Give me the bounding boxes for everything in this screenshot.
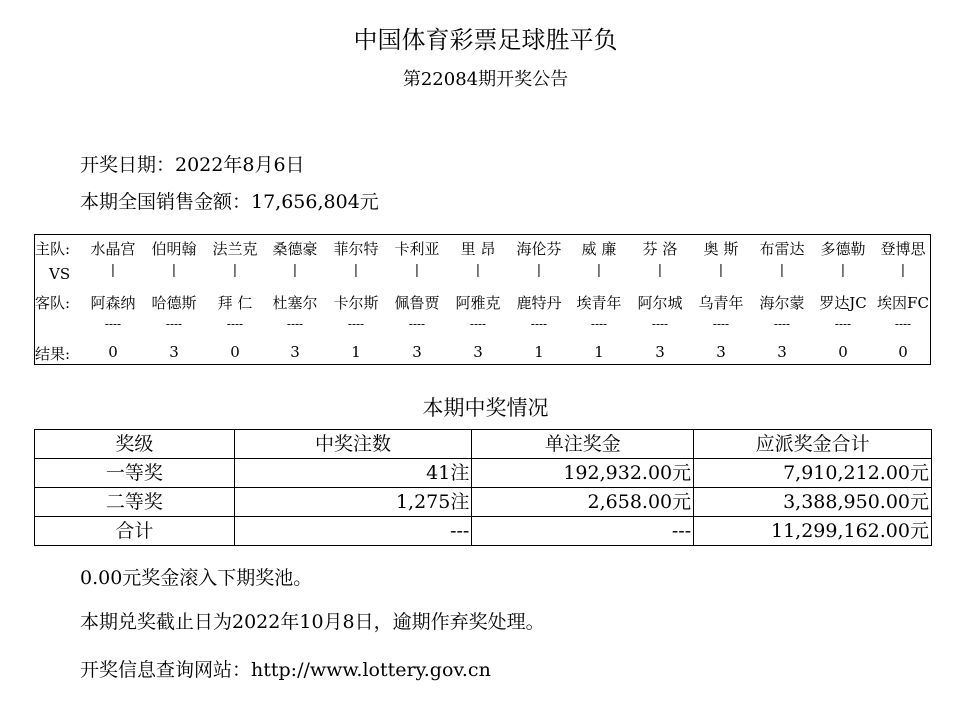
match-result: 3: [473, 343, 483, 361]
prize-total: 11,299,162.00元: [694, 517, 932, 546]
prize-unit: 192,932.00元: [472, 459, 694, 488]
away-team: 拜 仁: [217, 294, 253, 312]
away-team: 哈德斯: [151, 294, 197, 312]
header-level: 奖级: [35, 430, 235, 459]
prize-row-second: [35, 488, 932, 517]
header-count: 中奖注数: [234, 430, 472, 459]
website-note: 开奖信息查询网站：http://www.lottery.gov.cn: [80, 659, 491, 681]
prize-header-row: [35, 430, 932, 459]
match-result: 0: [108, 343, 118, 361]
vs-separator: |: [292, 263, 298, 278]
away-team: 佩鲁贾: [394, 294, 440, 312]
prize-level: 合计: [35, 517, 235, 546]
dash-separator: ----: [651, 317, 669, 331]
match-result: 0: [230, 343, 240, 361]
home-team: 奥 斯: [703, 240, 739, 258]
match-result: 1: [594, 343, 604, 361]
away-team: 阿尔城: [637, 294, 683, 312]
vs-separator: |: [110, 263, 116, 278]
prize-total: 3,388,950.00元: [694, 488, 932, 517]
vs-separator: |: [536, 263, 542, 278]
dash-separator: ----: [408, 317, 426, 331]
dash-separator: ----: [347, 317, 365, 331]
vs-separator: |: [171, 263, 177, 278]
match-result: 3: [655, 343, 665, 361]
prize-table: [34, 429, 932, 546]
vs-separator: |: [353, 263, 359, 278]
match-result: 3: [716, 343, 726, 361]
rollover-note: 0.00元奖金滚入下期奖池。: [80, 567, 313, 589]
match-table: [34, 234, 931, 365]
home-team: 菲尔特: [333, 240, 379, 258]
dash-separator: ----: [834, 317, 852, 331]
away-team: 埃因FC: [877, 294, 929, 312]
match-result: 3: [290, 343, 300, 361]
away-team: 杜塞尔: [272, 294, 318, 312]
dash-separator: ----: [226, 317, 244, 331]
sales-amount: 本期全国销售金额：17,656,804元: [80, 191, 379, 213]
prize-level: 一等奖: [35, 459, 235, 488]
vs-separator: |: [475, 263, 481, 278]
dash-separator: ----: [590, 317, 608, 331]
dash-separator: ----: [165, 317, 183, 331]
page-title: 中国体育彩票足球胜平负: [353, 26, 618, 54]
match-result: 3: [777, 343, 787, 361]
vs-separator: |: [232, 263, 238, 278]
match-result: 0: [898, 343, 908, 361]
deadline-note: 本期兑奖截止日为2022年10月8日，逾期作弃奖处理。: [80, 611, 545, 633]
prize-count: 41注: [234, 459, 472, 488]
header-total: 应派奖金合计: [694, 430, 932, 459]
home-team: 布雷达: [759, 240, 805, 258]
prize-unit: 2,658.00元: [472, 488, 694, 517]
home-team: 多德勒: [820, 240, 866, 258]
vs-separator: |: [900, 263, 906, 278]
prize-count: ---: [234, 517, 472, 546]
vs-separator: |: [657, 263, 663, 278]
home-team: 海伦芬: [516, 240, 562, 258]
vs-separator: |: [596, 263, 602, 278]
dash-separator: ----: [104, 317, 122, 331]
prize-level: 二等奖: [35, 488, 235, 517]
vs-row-label: VS: [49, 265, 71, 283]
dash-separator: ----: [712, 317, 730, 331]
away-team: 埃青年: [576, 294, 622, 312]
home-team: 卡利亚: [394, 240, 440, 258]
home-team: 桑德豪: [272, 240, 318, 258]
home-team: 水晶宫: [90, 240, 136, 258]
prize-unit: ---: [472, 517, 694, 546]
dash-separator: ----: [894, 317, 912, 331]
away-team: 卡尔斯: [333, 294, 379, 312]
away-team: 乌青年: [698, 294, 744, 312]
page-subtitle: 第22084期开奖公告: [402, 69, 569, 90]
prize-row-sum: [35, 517, 932, 546]
prize-heading: 本期中奖情况: [422, 396, 549, 420]
home-team: 伯明翰: [151, 240, 197, 258]
match-result: 3: [412, 343, 422, 361]
dash-separator: ----: [530, 317, 548, 331]
away-row-label: 客队:: [35, 294, 71, 312]
match-result: 3: [169, 343, 179, 361]
dash-separator: ----: [286, 317, 304, 331]
dash-separator: ----: [469, 317, 487, 331]
home-team: 里 昂: [460, 240, 496, 258]
vs-separator: |: [779, 263, 785, 278]
prize-row-first: [35, 459, 932, 488]
prize-total: 7,910,212.00元: [694, 459, 932, 488]
away-team: 阿森纳: [90, 294, 136, 312]
home-team: 芬 洛: [642, 240, 678, 258]
prize-count: 1,275注: [234, 488, 472, 517]
result-row-label: 结果:: [35, 345, 71, 363]
match-result: 1: [534, 343, 544, 361]
away-team: 海尔蒙: [759, 294, 805, 312]
home-team: 威 廉: [581, 240, 617, 258]
vs-separator: |: [840, 263, 846, 278]
home-team: 法兰克: [212, 240, 258, 258]
match-result: 0: [838, 343, 848, 361]
dash-separator: ----: [773, 317, 791, 331]
header-unit: 单注奖金: [472, 430, 694, 459]
vs-separator: |: [718, 263, 724, 278]
vs-separator: |: [414, 263, 420, 278]
draw-date: 开奖日期：2022年8月6日: [80, 154, 305, 176]
match-result: 1: [351, 343, 361, 361]
away-team: 阿雅克: [455, 294, 501, 312]
away-team: 罗达JC: [819, 294, 867, 312]
home-team: 登博思: [880, 240, 926, 258]
home-row-label: 主队:: [35, 240, 71, 258]
away-team: 鹿特丹: [516, 294, 562, 312]
